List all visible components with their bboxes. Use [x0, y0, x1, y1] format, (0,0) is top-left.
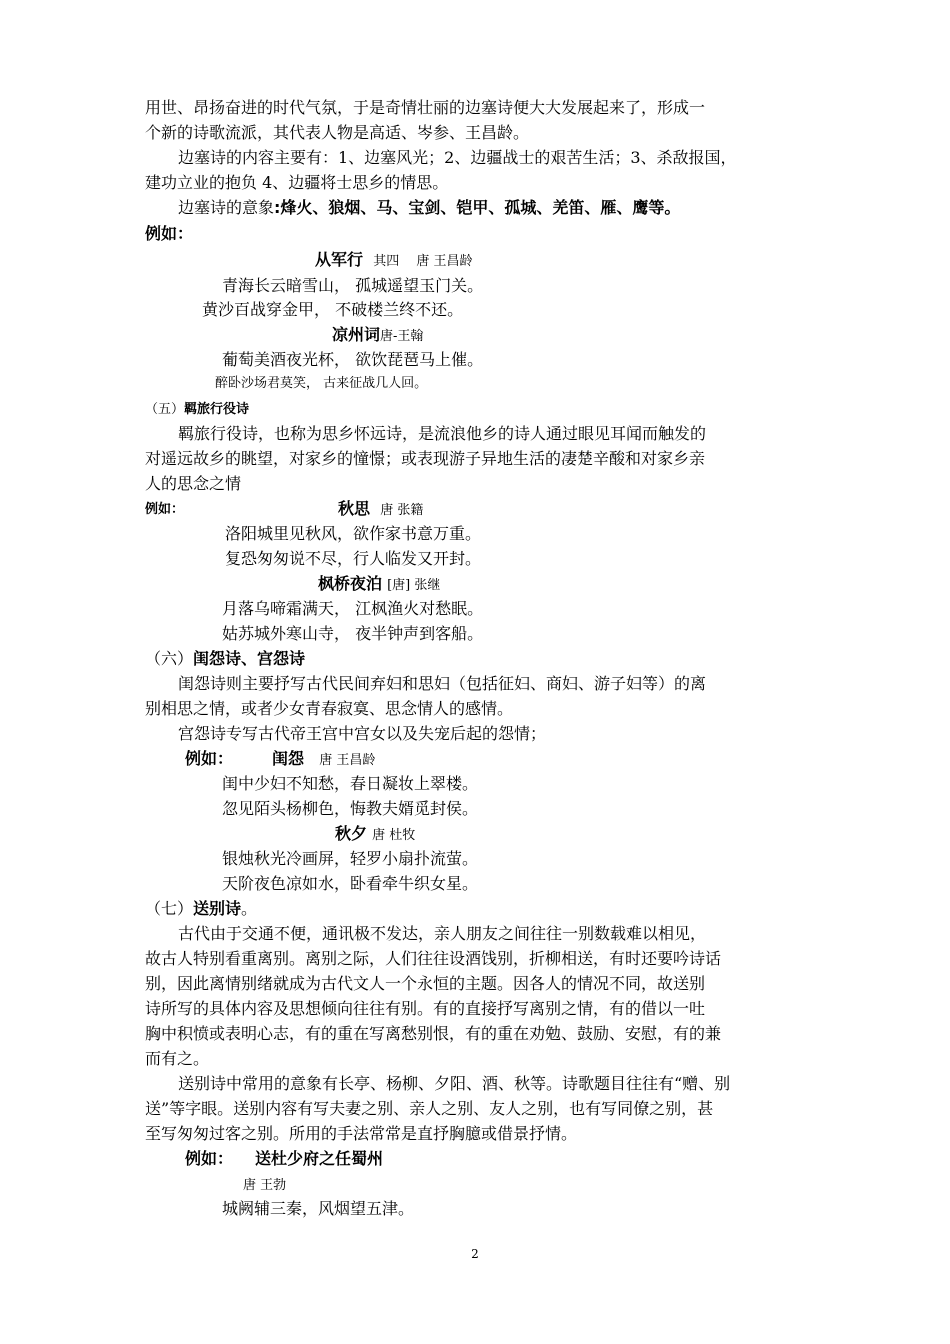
poem-line: 天阶夜色凉如水，卧看牵牛织女星。 [222, 874, 479, 893]
poem-title: 闺怨 [272, 749, 305, 768]
poem-line: 复恐匆匆说不尽，行人临发又开封。 [225, 549, 482, 568]
poem-author: 唐 杜牧 [372, 828, 416, 843]
poem-author: 唐 张籍 [380, 503, 424, 518]
poem-heading [272, 747, 942, 773]
body-text-line: 人的思念之情 [145, 474, 242, 493]
poem-author: 唐 王勃 [243, 1178, 287, 1193]
poem-heading [335, 822, 950, 848]
example-label: 例如： [185, 1149, 234, 1168]
poem-line: 葡萄美酒夜光杯， 欲饮琵琶马上催。 [222, 350, 484, 369]
poem-title: 秋思 [338, 499, 371, 518]
body-text-line: 用世、昂扬奋进的时代气氛，于是奇情壮丽的边塞诗便大大发展起来了，形成一 [145, 98, 706, 117]
section-title: 闺怨诗、宫怨诗 [193, 649, 306, 668]
page-number: 2 [471, 1247, 479, 1261]
poem-author: 唐-王翰 [380, 329, 424, 344]
poem-line: 忽见陌头杨柳色，悔教夫婿觅封侯。 [222, 799, 479, 818]
poem-author: 唐 王昌龄 [319, 753, 376, 768]
poem-heading [318, 572, 950, 598]
body-text-line: 别相思之情，或者少女青春寂寞、思念情人的感情。 [145, 699, 514, 718]
body-text-line: 送别诗中常用的意象有长亭、杨柳、夕阳、酒、秋等。诗歌题目往往有“赠、别 [178, 1074, 731, 1093]
poem-title: 秋夕 [335, 824, 368, 843]
poem-line: 银烛秋光冷画屏，轻罗小扇扑流萤。 [222, 849, 479, 868]
poem-title: 送杜少府之任蜀州 [255, 1149, 384, 1168]
body-text-line: 别，因此离情别绪就成为古代文人一个永恒的主题。因各人的情况不同，故送别 [145, 974, 706, 993]
body-text-line: 胸中积愤或表明心志，有的重在写离愁别恨，有的重在劝勉、鼓励、安慰，有的兼 [145, 1024, 722, 1043]
section-title: 送别诗 [193, 899, 242, 918]
imagery-label: 边塞诗的意象 [178, 198, 275, 217]
poem-title: 凉州词 [332, 325, 381, 344]
section-title: 羁旅行役诗 [184, 402, 250, 417]
example-label: 例如： [185, 749, 234, 768]
poem-author: 其四 唐 王昌龄 [373, 254, 473, 269]
section-title-period: 。 [241, 899, 258, 918]
example-label: 例如： [145, 224, 194, 243]
body-text-line: 个新的诗歌流派，其代表人物是高适、岑参、王昌龄。 [145, 123, 530, 142]
example-label: 例如： [145, 502, 185, 517]
section-heading [145, 897, 815, 921]
poem-title: 枫桥夜泊 [318, 574, 383, 593]
body-text-line: 而有之。 [145, 1049, 210, 1068]
section-heading [145, 398, 815, 422]
poem-line: 月落乌啼霜满天， 江枫渔火对愁眠。 [222, 599, 484, 618]
poem-line: 城阙辅三秦，风烟望五津。 [222, 1199, 415, 1218]
poem-line: 青海长云暗雪山， 孤城遥望玉门关。 [222, 276, 484, 295]
body-text-line: 故古人特别看重离别。离别之际，人们往往设酒饯别，折柳相送，有时还要吟诗话 [145, 949, 722, 968]
poem-heading [338, 497, 950, 523]
imagery-list: :烽火、狼烟、马、宝剑、铠甲、孤城、羌笛、雁、鹰等。 [274, 198, 681, 217]
body-text-line: 边塞诗的内容主要有：1、边塞风光；2、边疆战士的艰苦生活；3、杀敌报国， [178, 148, 737, 167]
body-text-line: 羁旅行役诗，也称为思乡怀远诗，是流浪他乡的诗人通过眼见耳闻而触发的 [178, 424, 707, 443]
section-heading [145, 647, 815, 671]
body-text-line: 对遥远故乡的眺望，对家乡的憧憬；或表现游子异地生活的凄楚辛酸和对家乡亲 [145, 449, 706, 468]
body-text-line: 至写匆匆过客之别。所用的手法常常是直抒胸臆或借景抒情。 [145, 1124, 578, 1143]
section-number: （七） [145, 899, 194, 918]
poem-title: 从军行 [315, 250, 364, 269]
section-number: （五） [145, 402, 185, 417]
poem-line: 洛阳城里见秋风，欲作家书意万重。 [225, 524, 482, 543]
body-text-line: 古代由于交通不便，通讯极不发达，亲人朋友之间往往一别数载难以相见， [178, 924, 707, 943]
poem-line: 醉卧沙场君莫笑， 古来征战几人回。 [215, 376, 428, 391]
section-number: （六） [145, 649, 194, 668]
body-text-line: 建功立业的抱负 4、边疆将士思乡的情思。 [145, 173, 449, 192]
poem-author: [唐] 张继 [387, 578, 441, 593]
imagery-line [178, 196, 848, 220]
poem-line: 闺中少妇不知愁，春日凝妆上翠楼。 [222, 774, 479, 793]
body-text-line: 送”等字眼。送别内容有写夫妻之别、亲人之别、友人之别，也有写同僚之别，甚 [145, 1099, 714, 1118]
poem-heading [332, 323, 950, 349]
poem-heading [315, 248, 950, 274]
body-text-line: 宫怨诗专写古代帝王宫中宫女以及失宠后起的怨情； [178, 724, 547, 743]
body-text-line: 闺怨诗则主要抒写古代民间弃妇和思妇（包括征妇、商妇、游子妇等）的离 [178, 674, 707, 693]
poem-line: 黄沙百战穿金甲， 不破楼兰终不还。 [202, 300, 464, 319]
body-text-line: 诗所写的具体内容及思想倾向往往有别。有的直接抒写离别之情，有的借以一吐 [145, 999, 706, 1018]
poem-line: 姑苏城外寒山寺， 夜半钟声到客船。 [222, 624, 484, 643]
